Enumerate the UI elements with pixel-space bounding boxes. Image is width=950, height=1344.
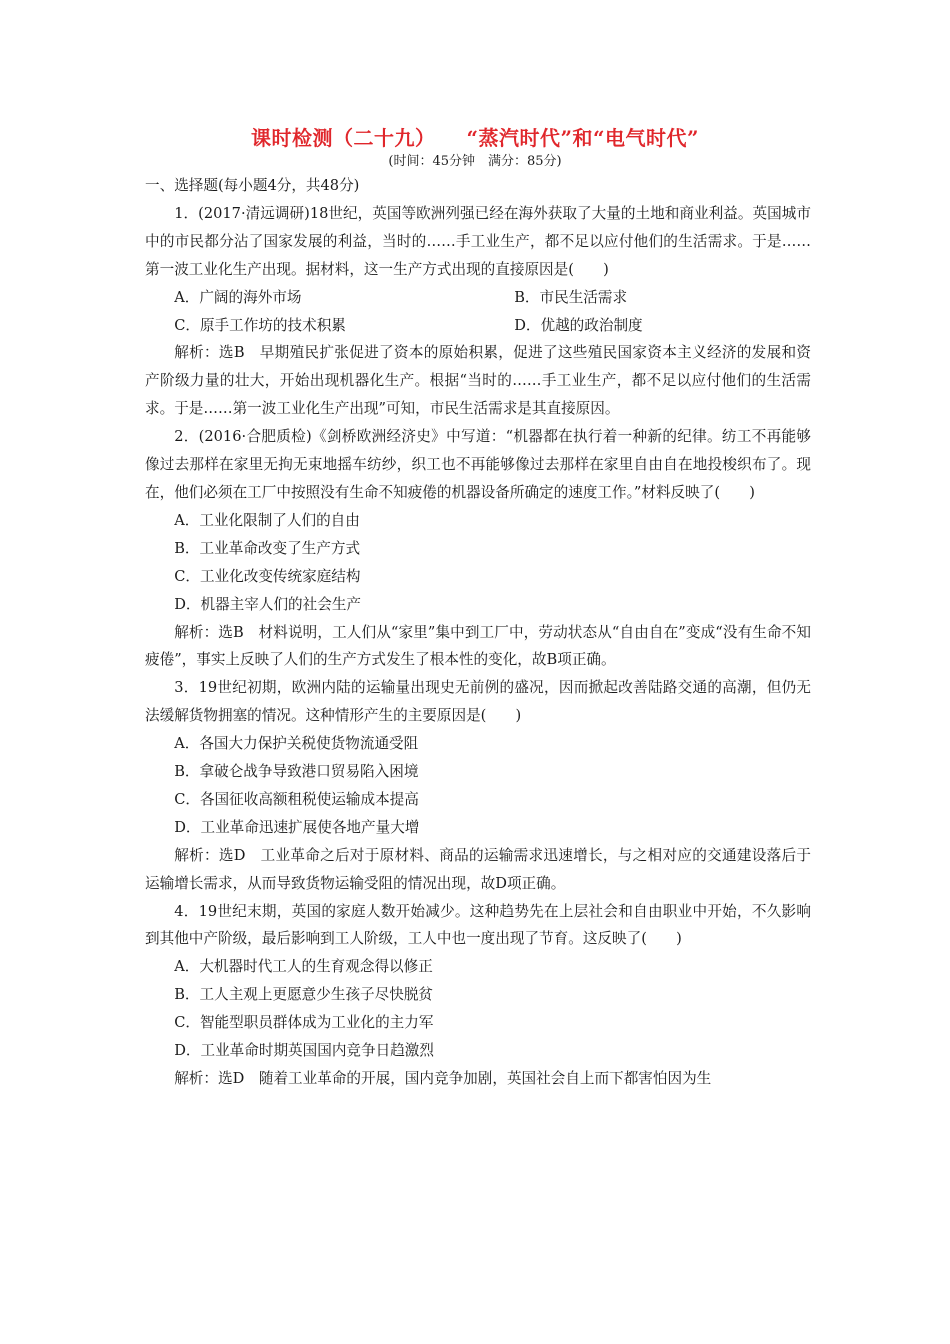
question-2-option-c: C．工业化改变传统家庭结构 [174, 567, 361, 585]
question-4-option-c: C．智能型职员群体成为工业化的主力军 [174, 1014, 434, 1032]
question-1-options-row-1 [145, 284, 811, 312]
page-subtitle: (时间：45分钟 满分：85分) [388, 154, 562, 169]
question-3-analysis: 解析：选D 工业革命之后对于原材料、商品的运输需求迅速增长，与之相对应的交通建设落后于运输增长需求，从而导致货物运输受阻的情况出现，故D项正确。 [145, 846, 811, 892]
question-2-analysis: 解析：选B 材料说明，工人们从“家里”集中到工厂中，劳动状态从“自由自在”变成“没有生命不知疲倦”，事实上反映了人们的生产方式发生了根本性的变化，故B项正确。 [145, 623, 811, 669]
question-3-option-a: A．各国大力保护关税使货物流通受阻 [174, 735, 419, 753]
question-1-option-d: D．优越的政治制度 [514, 316, 643, 334]
question-1-options-row-2 [145, 312, 811, 340]
question-3-option-b: B．拿破仑战争导致港口贸易陷入困境 [174, 763, 419, 781]
question-4-option-a: A．大机器时代工人的生育观念得以修正 [174, 958, 433, 976]
question-1-stem: 1．(2017·清远调研)18世纪，英国等欧洲列强已经在海外获取了大量的土地和商业利益。英国城市中的市民都分沾了国家发展的利益，当时的……手工业生产，都不足以应付他们的生活需求。于是……第一波工业化生产出现。据材料，这一生产方式出现的直接原因是( ) [145, 204, 811, 278]
question-1-option-a: A．广阔的海外市场 [174, 288, 302, 306]
question-4-stem: 4．19世纪末期，英国的家庭人数开始减少。这种趋势先在上层社会和自由职业中开始，不久影响到其他中产阶级，最后影响到工人阶级，工人中也一度出现了节育。这反映了( ) [145, 902, 811, 948]
question-3-option-c: C．各国征收高额租税使运输成本提高 [174, 790, 419, 808]
question-4-option-d: D．工业革命时期英国国内竞争日趋激烈 [174, 1042, 434, 1060]
question-2-option-a: A．工业化限制了人们的自由 [174, 511, 360, 529]
question-2-stem: 2．(2016·合肥质检)《剑桥欧洲经济史》中写道：“机器都在执行着一种新的纪律。纺工不再能够像过去那样在家里无拘无束地摇车纺纱，织工也不再能够像过去那样在家里自由自在地投梭织布了。现在，他们必须在工厂中按照没有生命不知疲倦的机器设备所确定的速度工作。”材料反映了( ) [145, 428, 811, 501]
question-1-analysis: 解析：选B 早期殖民扩张促进了资本的原始积累，促进了这些殖民国家资本主义经济的发展和资产阶级力量的壮大，开始出现机器化生产。根据“当时的……手工业生产，都不足以应付他们的生活需求。于是……第一波工业化生产出现”可知，市民生活需求是其直接原因。 [145, 344, 811, 418]
question-2-option-d: D．机器主宰人们的社会生产 [174, 595, 362, 613]
question-4-analysis: 解析：选D 随着工业革命的开展，国内竞争加剧，英国社会自上而下都害怕因为生 [174, 1070, 712, 1087]
section-heading: 一、选择题(每小题4分，共48分) [145, 177, 360, 194]
document-body [145, 172, 811, 1093]
question-2-option-b: B．工业革命改变了生产方式 [174, 539, 361, 557]
question-3-option-d: D．工业革命迅速扩展使各地产量大增 [174, 818, 420, 836]
question-1-option-b: B．市民生活需求 [514, 288, 628, 306]
question-3-stem: 3．19世纪初期，欧洲内陆的运输量出现史无前例的盛况，因而掀起改善陆路交通的高潮，但仍无法缓解货物拥塞的情况。这种情形产生的主要原因是( ) [145, 679, 811, 725]
question-4-option-b: B．工人主观上更愿意少生孩子尽快脱贫 [174, 986, 434, 1004]
question-1-option-c: C．原手工作坊的技术积累 [174, 316, 346, 334]
page-title: 课时检测（二十九） “蒸汽时代”和“电气时代” [250, 126, 699, 150]
